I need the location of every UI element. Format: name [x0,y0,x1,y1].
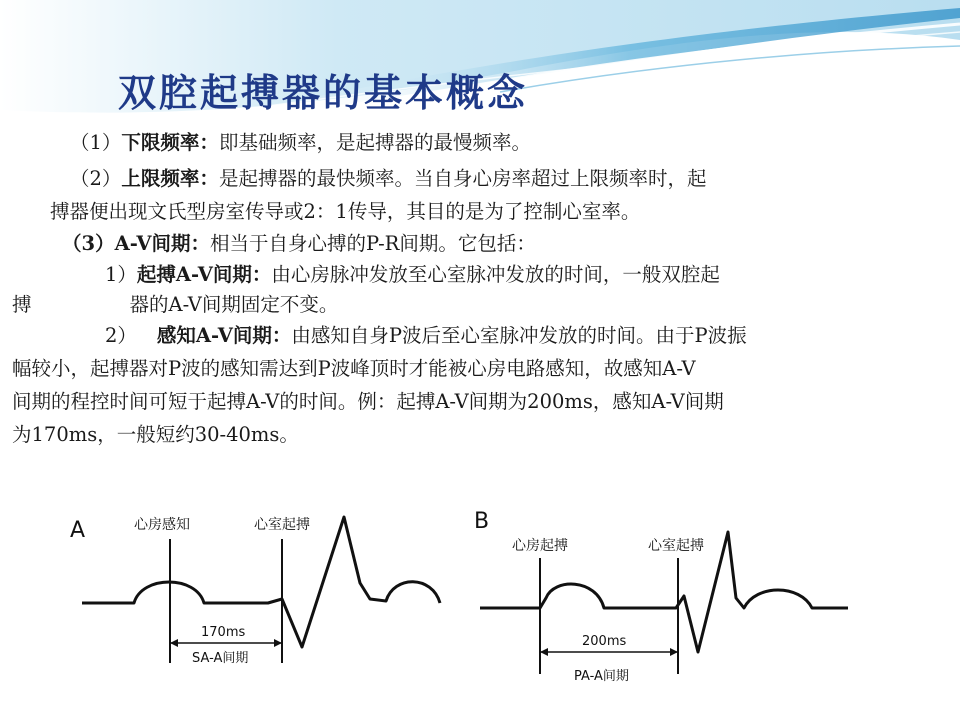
line-body: 是起搏器的最快频率。当自身心房率超过上限频率时，起 [218,167,707,190]
figure-b-atrial-pace-label: 心房起搏 [512,538,568,554]
text-line-3 [50,197,640,227]
figure-b-letter: B [474,509,490,534]
figure-a-ecg-trace [82,517,440,647]
ecg-figure-a [64,505,454,677]
line-body: 由感知自身P波后至心室脉冲发放的时间。由于P波振 [291,324,747,347]
figure-b-interval-name: PA-A间期 [574,669,629,684]
line-term: 下限频率： [121,131,219,154]
figure-a-ventricular-pace-label: 心室起搏 [254,517,310,533]
line-term: 上限频率： [121,167,219,190]
figure-a-interval-name: SA-A间期 [192,651,249,666]
line-prefix: （1） [70,131,122,154]
text-line-5 [105,260,720,290]
text-line-9 [12,387,724,417]
line-term: 感知A-V间期： [156,324,292,347]
line-body: 器的A-V间期固定不变。 [129,293,339,316]
line-body: 幅较小，起搏器对P波的感知需达到P波峰顶时才能被心房电路感知，故感知A-V [12,357,696,380]
text-line-8 [12,354,696,384]
text-line-1 [70,128,531,158]
text-line-2 [70,164,706,194]
line-body: 即基础频率，是起搏器的最慢频率。 [218,131,531,154]
line-body: 搏器便出现文氏型房室传导或2：1传导，其目的是为了控制心室率。 [50,200,641,223]
line-prefix: 1） [105,263,137,286]
line-body: 为170ms，一般短约30-40ms。 [12,423,299,446]
text-line-4 [62,229,536,259]
line-body: 由心房脉冲发放至心室脉冲发放的时间，一般双腔起 [271,263,720,286]
figure-a-atrial-sense-label: 心房感知 [134,517,190,533]
figure-a-interval-value: 170ms [201,625,246,640]
line-prefix: 搏 [12,293,32,316]
text-line-6 [12,290,338,320]
line-body: 相当于自身心搏的P-R间期。它包括： [210,232,536,255]
line-prefix: 2） [105,324,137,347]
figure-a-letter: A [70,518,86,543]
line-body: 间期的程控时间可短于起搏A-V的时间。例：起搏A-V间期为200ms，感知A-V间期 [12,390,724,413]
text-line-10 [12,420,299,450]
ecg-figure-b [470,502,852,688]
line-prefix: （2） [70,167,122,190]
figure-b-ventricular-pace-label: 心室起搏 [648,538,704,554]
page-title: 双腔起搏器的基本概念 [118,71,529,115]
figure-b-interval-value: 200ms [582,634,627,649]
line-term: 起搏A-V间期： [136,263,272,286]
text-line-7 [105,321,747,351]
line-term: （3）A-V间期： [62,232,211,255]
